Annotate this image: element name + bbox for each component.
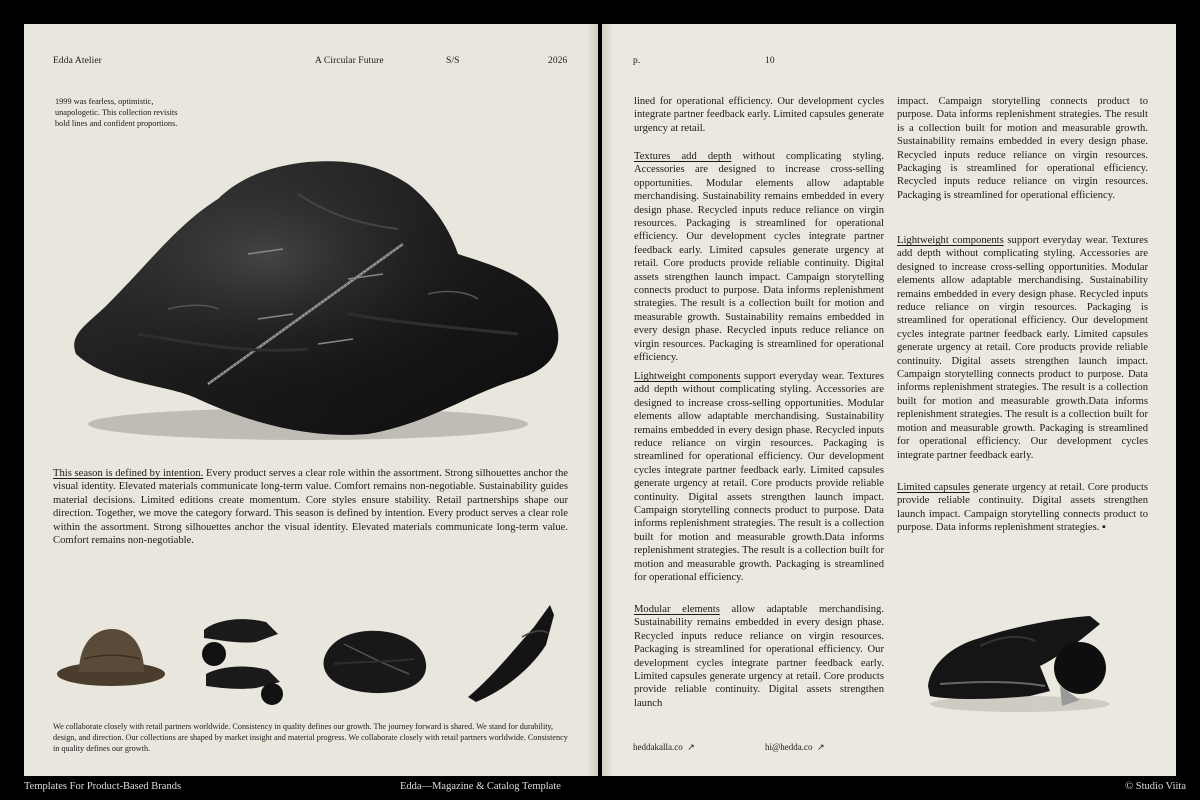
external-link-icon: ↗ [687, 742, 695, 752]
paragraph-rest: generate urgency at retail. Core products provide reliable continuity. Digital assets strengthen launch impact. Campaign storytelling connects product to purpose. Data informs replenishment strategies. ▪ [897, 482, 1149, 534]
paragraph-rest: support everyday wear. Textures add depth without complicating styling. Accessories are designed to increase cross-selling opportunities. Modular elements allow adaptable merchandising. Sustainability remains embedded in every design phase. Recycled inputs reduce reliance on virgin resources. Packaging is streamlined for operational efficiency. Our development cycles integrate partner feedback early. Limited capsules generate urgency at retail. Core products provide reliable continuity. Digital assets strengthen launch impact. Campaign storytelling connects product to purpose. Data informs replenishment strategies. The result is a collection built for motion and measurable growth.Data informs replenishment strategies. The result is a collection built for motion and measurable growth. Packaging is streamlined for operational efficiency. [634, 371, 884, 584]
paragraph-rest: support everyday wear. Textures add depth without complicating styling. Accessories are designed to increase cross-selling opportunities. Modular elements allow adaptable merchandising. Sustainability remains embedded in every design phase. Recycled inputs reduce reliance on virgin resources. Packaging is streamlined for operational efficiency. Our development cycles integrate partner feedback early. Limited capsules generate urgency at retail. Core products provide reliable continuity. Digital assets strengthen launch impact. Campaign storytelling connects product to purpose. Data informs replenishment strategies. The result is a collection built for motion and measurable growth.Data informs replenishment strategies. The result is a collection built for motion and measurable growth. Packaging is streamlined for operational efficiency. Our development cycles integrate partner feedback early. [897, 235, 1148, 461]
website-link[interactable] [633, 742, 695, 753]
bucket-hat-image [54, 614, 169, 694]
footer-center: Edda—Magazine & Catalog Template [400, 781, 561, 792]
pointed-mule-image [462, 597, 557, 705]
footer-left: Templates For Product-Based Brands [24, 781, 182, 792]
ball-heel-mule-image [920, 596, 1120, 721]
email-label[interactable]: hi@hedda.co [765, 742, 813, 752]
paragraph-lead: Lightweight components [634, 371, 741, 382]
leather-jacket-image [48, 154, 560, 454]
column-1-paragraph-1: lined for operational efficiency. Our development cycles integrate partner feedback early. Limited capsules generate urgency at retail. [634, 96, 884, 134]
paragraph-lead: Lightweight components [897, 235, 1004, 246]
column-1-paragraph-2 [634, 150, 884, 365]
paragraph-lead: Textures add depth [634, 151, 732, 162]
left-body-text [53, 467, 568, 547]
folded-jacket-image [314, 619, 434, 699]
page-label: p. [633, 56, 641, 66]
magazine-spread [0, 24, 1200, 776]
left-page [24, 24, 598, 776]
external-link-icon: ↗ [817, 742, 825, 752]
intro-text: 1999 was fearless, optimistic, unapologetic. This collection revisits bold lines and confident proportions. [55, 97, 178, 128]
paragraph-lead: Modular elements [634, 604, 720, 615]
season-label: S/S [446, 56, 460, 66]
brand-name: Edda Atelier [53, 56, 102, 66]
paragraph-rest: allow adaptable merchandising. Sustainability remains embedded in every design phase. Recycled inputs reduce reliance on virgin resources. Packaging is streamlined for operational efficiency. Our development cycles integrate partner feedback early. Limited capsules generate urgency at retail. Core products provide reliable continuity. Digital assets strengthen launch [634, 604, 884, 709]
column-1-paragraph-4 [634, 603, 884, 710]
paragraph-lead: Limited capsules [897, 482, 970, 493]
paragraph-rest: without complicating styling. Accessories are designed to increase cross-selling opportunities. Modular elements allow adaptable merchandising. Sustainability remains embedded in every design phase. Recycled inputs reduce reliance on virgin resources. Packaging is streamlined for operational efficiency. Our development cycles integrate partner feedback early. Limited capsules generate urgency at retail. Core products provide reliable continuity. Digital assets strengthen launch impact. Campaign storytelling connects product to purpose. Data informs replenishment strategies. The result is a collection built for motion and measurable growth. Sustainability remains embedded in every design phase. Recycled inputs reduce reliance on virgin resources. Packaging is streamlined for operational efficiency. [634, 151, 884, 364]
year-label: 2026 [548, 56, 568, 66]
heeled-mules-pair-image [196, 602, 286, 707]
left-footer-text: We collaborate closely with retail partners worldwide. Consistency in quality defines our growth. The journey forward is shared. We stand for durability, design, and direction. Our collections are shaped by market insight and material progress. We collaborate closely with retail partners worldwide. Consistency in quality defines our growth. [53, 722, 568, 754]
column-2-paragraph-2 [897, 234, 1148, 462]
right-page [602, 24, 1176, 776]
body-lead: This season is defined by intention. [53, 468, 204, 479]
website-label[interactable]: heddakalla.co [633, 742, 683, 752]
email-link[interactable] [765, 742, 825, 753]
body-rest: Every product serves a clear role within the assortment. Strong silhouettes anchor the visual identity. Elevated materials communicate long-term value. Comfort remains non-negotiable. Sustainability guides material decisions. Limited editions create momentum. Core styles ensure stability. Retail partnerships shape our direction. Together, we move the category forward. This season is defined by intention. Every product serves a clear role within the assortment. Strong silhouettes anchor the visual identity. Elevated materials communicate long-term value. Comfort remains non-negotiable. [53, 468, 568, 547]
column-2-paragraph-1: impact. Campaign storytelling connects product to purpose. Data informs replenishment strategies. The result is a collection built for motion and measurable growth. Sustainability remains embedded in every design phase. Recycled inputs reduce reliance on virgin resources. Packaging is streamlined for operational efficiency. Recycled inputs reduce reliance on virgin resources. Packaging is streamlined for operational efficiency. [897, 96, 1148, 201]
page-number: 10 [765, 56, 775, 66]
issue-title: A Circular Future [315, 56, 384, 66]
column-1-paragraph-3 [634, 370, 884, 585]
column-2-paragraph-3 [897, 481, 1148, 535]
footer-right: © Studio Viita [1125, 781, 1186, 792]
